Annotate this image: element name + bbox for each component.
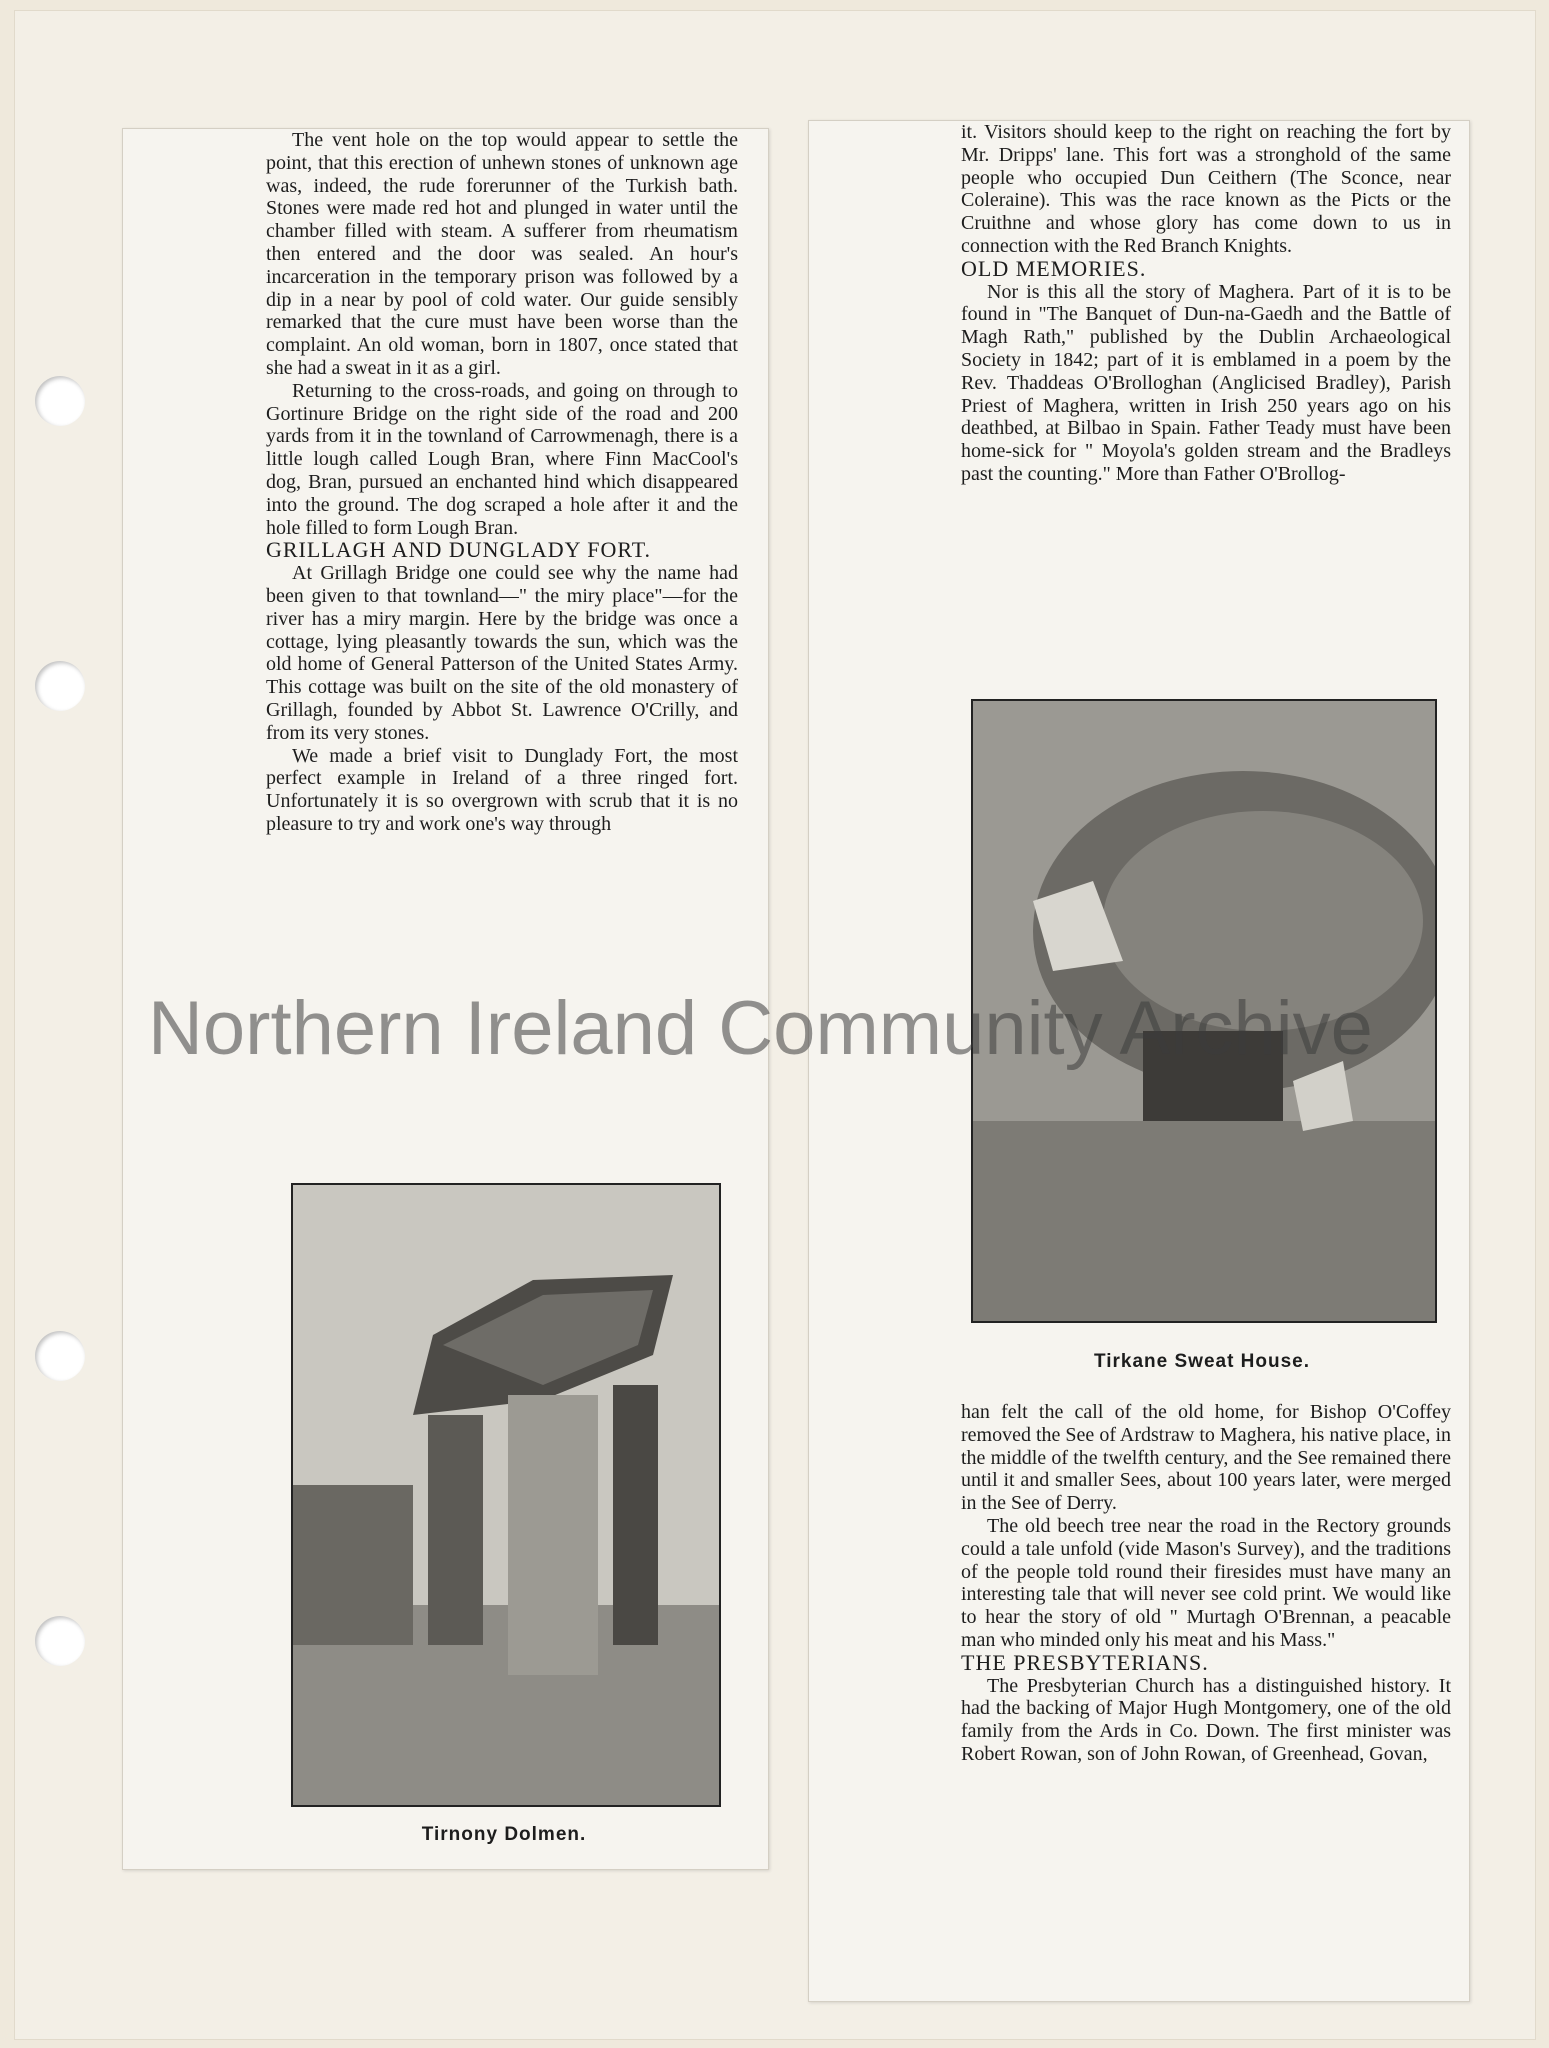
punch-hole bbox=[35, 1331, 85, 1381]
right-article-text-bottom bbox=[961, 1401, 1451, 1766]
tirnony-dolmen-photo bbox=[291, 1183, 721, 1807]
punch-hole bbox=[35, 1616, 85, 1666]
section-heading: OLD MEMORIES. bbox=[961, 255, 1147, 281]
punch-hole bbox=[35, 661, 85, 711]
paragraph: han felt the call of the old home, for Bishop O'Coffey removed the See of Ardstraw to Maghera, his native place, in the middle of the twelfth century, and the See remained there until it and smaller Sees, about 100 years later, were merged in the See of Derry. bbox=[961, 1401, 1451, 1515]
dolmen-illustration bbox=[293, 1185, 719, 1805]
photo-caption: Tirkane Sweat House. bbox=[1093, 1351, 1311, 1372]
left-article-text bbox=[266, 129, 738, 836]
right-article-text-top bbox=[961, 121, 1451, 486]
section-heading: GRILLAGH AND DUNGLADY FORT. bbox=[266, 537, 651, 563]
watermark: Northern Ireland Community Archive bbox=[148, 986, 1373, 1071]
tirkane-sweat-house-photo bbox=[971, 699, 1437, 1323]
left-clipping bbox=[122, 128, 769, 1870]
paragraph: We made a brief visit to Dunglady Fort, the most perfect example in Ireland of a three ringed fort. Unfortunately it is so overgrown with scrub that it is no pleasure to try and work one's way through bbox=[266, 744, 738, 835]
paragraph: Nor is this all the story of Maghera. Part of it is to be found in "The Banquet of Dun-na-Gaedh and the Battle of Magh Rath," published by the Dublin Archaeological Society in 1842; part of it is emblamed in a poem by the Rev. Thaddeas O'Brolloghan (Anglicised Bradley), Parish Priest of Maghera, written in Irish 250 years ago on his deathbed, at Bilbao in Spain. Father Teady must have been home-sick for " Moyola's golden stream and the Bradleys past the counting." More than Father O'Brollog- bbox=[961, 280, 1451, 485]
right-clipping bbox=[808, 120, 1470, 2002]
paragraph: The old beech tree near the road in the Rectory grounds could a tale unfold (vide Mason's Survey), and the traditions of the people told round their firesides must have many an interesting tale that will never see cold print. We would like to hear the story of old " Murtagh O'Brennan, a peacable man who minded only his meat and his Mass." bbox=[961, 1514, 1451, 1651]
punch-hole bbox=[35, 376, 85, 426]
paragraph: The vent hole on the top would appear to settle the point, that this erection of unhewn stones of unknown age was, indeed, the rude forerunner of the Turkish bath. Stones were made red hot and plunged in water until the chamber filled with steam. A sufferer from rheumatism then entered and the door was sealed. An hour's incarceration in the temporary prison was followed by a dip in a near by pool of cold water. Our guide sensibly remarked that the cure must have been worse than the complaint. An old woman, born in 1807, once stated that she had a sweat in it as a girl. bbox=[266, 129, 738, 379]
photo-caption: Tirnony Dolmen. bbox=[421, 1824, 587, 1845]
paragraph: it. Visitors should keep to the right on reaching the fort by Mr. Dripps' lane. This fort was a stronghold of the same people who occupied Dun Ceithern (The Sconce, near Coleraine). This was the race known as the Picts or the Cruithne and whose glory has come down to us in connection with the Red Branch Knights. bbox=[961, 121, 1451, 257]
paragraph: Returning to the cross-roads, and going on through to Gortinure Bridge on the right side of the road and 200 yards from it in the townland of Carrowmenagh, there is a little lough called Lough Bran, where Finn MacCool's dog, Bran, pursued an enchanted hind which disappeared into the ground. The dog scraped a hole after it and the hole filled to form Lough Bran. bbox=[266, 379, 738, 539]
paragraph: The Presbyterian Church has a distinguished history. It had the backing of Major Hugh Montgomery, one of the old family from the Ards in Co. Down. The first minister was Robert Rowan, son of John Rowan, of Greenhead, Govan, bbox=[961, 1674, 1451, 1765]
sweat-house-illustration bbox=[973, 701, 1435, 1321]
paragraph: At Grillagh Bridge one could see why the name had been given to that townland—" the miry place"—for the river has a miry margin. Here by the bridge was once a cottage, lying pleasantly towards the sun, which was the old home of General Patterson of the United States Army. This cottage was built on the site of the old monastery of Grillagh, founded by Abbot St. Lawrence O'Crilly, and from its very stones. bbox=[266, 562, 738, 744]
section-heading: THE PRESBYTERIANS. bbox=[961, 1649, 1209, 1675]
